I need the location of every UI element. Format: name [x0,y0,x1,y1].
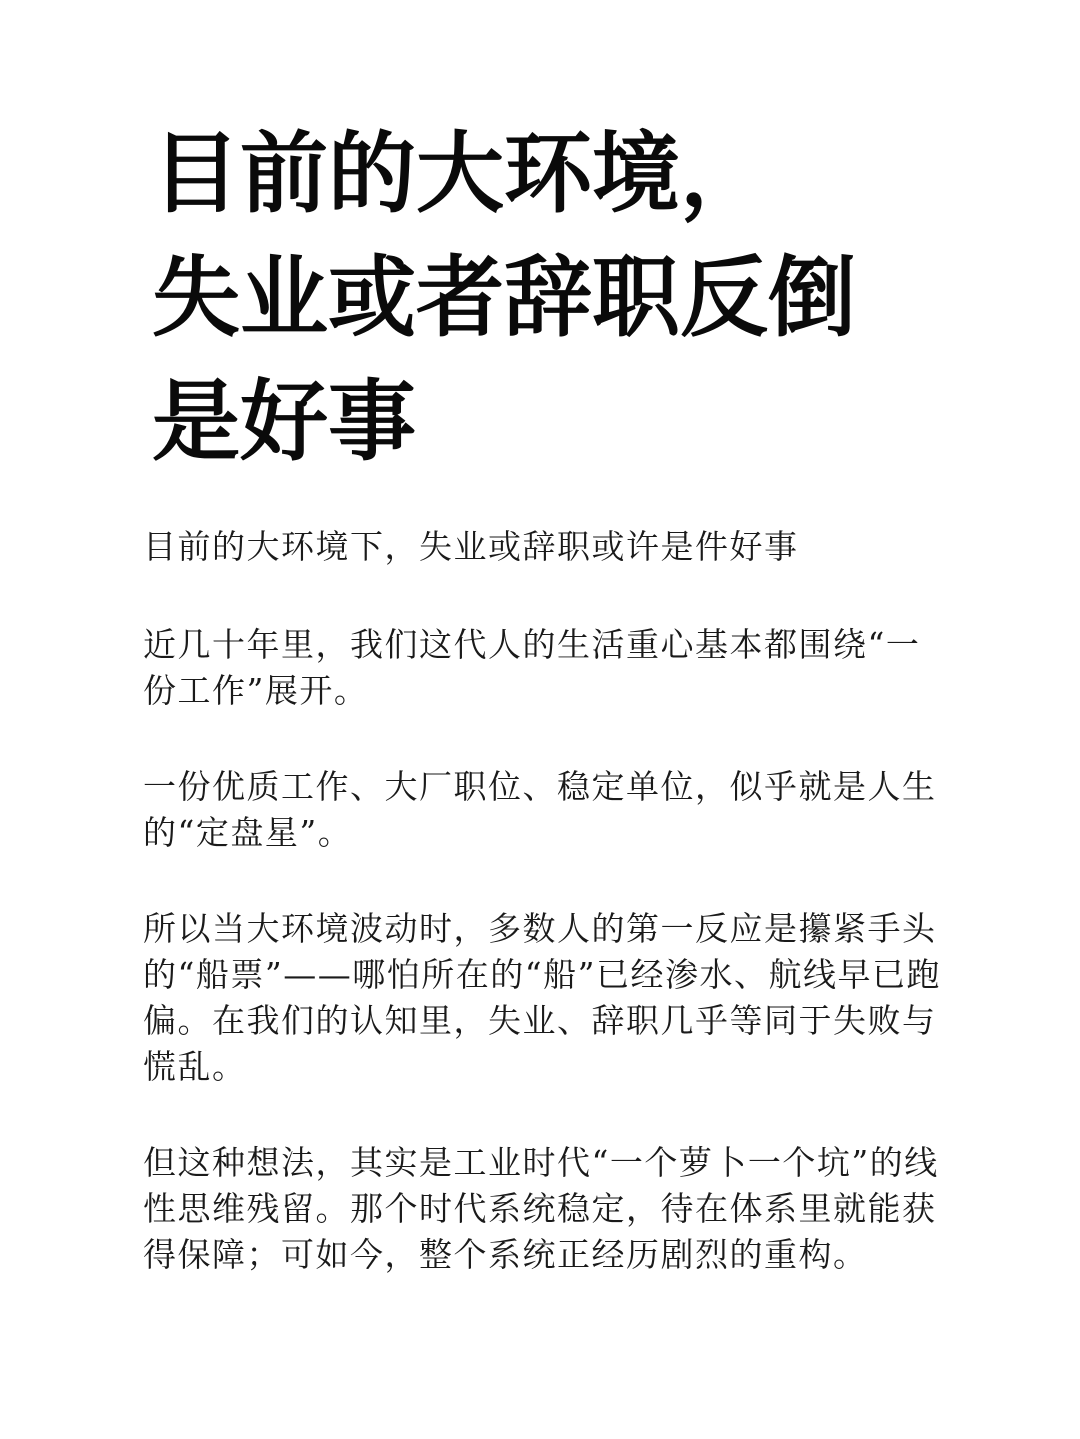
post-body [143,524,953,1328]
post-title-line-1: 目前的大环境， [152,122,769,225]
paragraph-5: 但这种想法，其实是工业时代“一个萝卜一个坑”的线性思维残留。那个时代系统稳定，待在体系里就能获得保障；可如今，整个系统正经历剧烈的重构。 [143,1143,939,1274]
paragraph-1: 目前的大环境下，失业或辞职或许是件好事 [143,527,799,566]
paragraph-2: 近几十年里，我们这代人的生活重心基本都围绕“一份工作”展开。 [143,625,921,710]
post-title [152,112,952,484]
paragraph-3: 一份优质工作、大厂职位、稳定单位，似乎就是人生的“定盘星”。 [143,767,937,852]
post-title-line-3: 是好事 [152,370,417,473]
paragraph-4: 所以当大环境波动时，多数人的第一反应是攥紧手头的“船票”——哪怕所在的“船”已经渗水、航线早已跑偏。在我们的认知里，失业、辞职几乎等同于失败与慌乱。 [143,909,941,1086]
post-title-line-2: 失业或者辞职反倒 [152,246,857,349]
